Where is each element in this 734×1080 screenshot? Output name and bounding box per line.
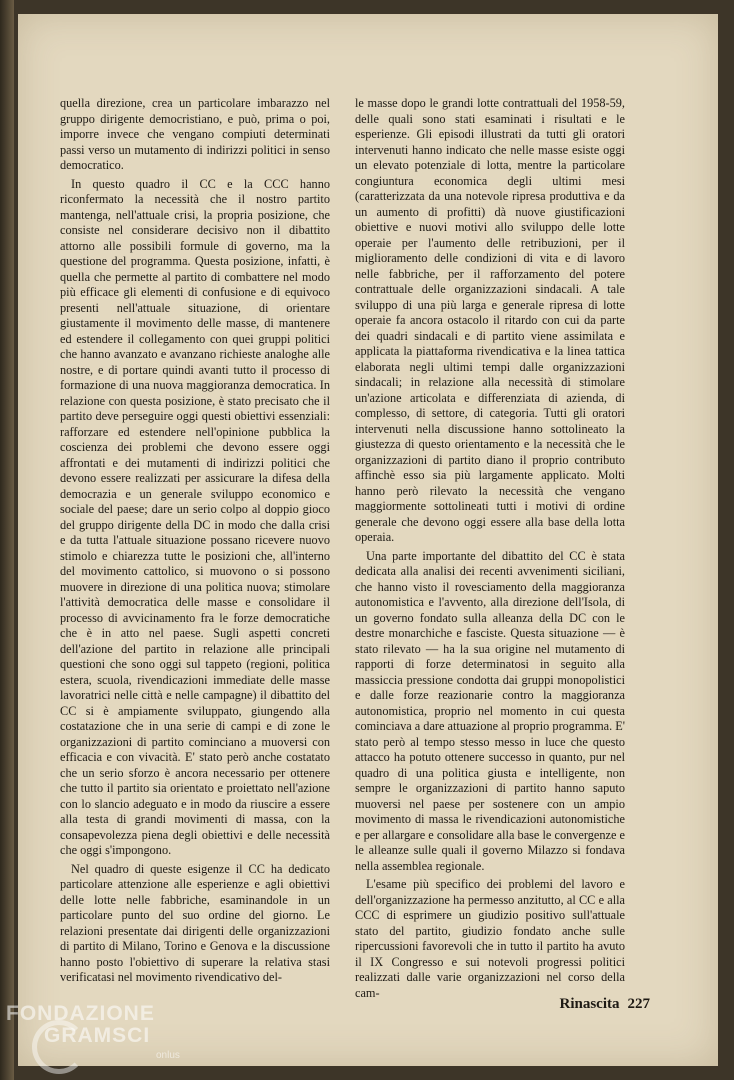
paragraph: L'esame più specifico dei problemi del lavoro e dell'organizzazione ha permesso anzitutto, al CC e alla CCC di esprimere un giudizio positivo sull'attuale stato del partito, giudizio fondato anche sulle ripercussioni favorevoli che in tutto il partito ha avuto il IX Congresso e sui notevoli progressi politici realizzati dalle varie organizzazioni nel corso della cam- bbox=[355, 877, 625, 1000]
paragraph: le masse dopo le grandi lotte contrattuali del 1958-59, delle quali sono stati esaminati i risultati e le esperienze. Gli episodi illustrati da tutti gli oratori intervenuti hanno indicato che nelle masse esiste oggi un elevato potenziale di lotta, mentre la particolare congiuntura economica degli ultimi mesi (caratterizzata da una notevole ripresa produttiva e da un aumento di profitti) dà nuove giustificazioni obiettive e nuovi motivi allo sviluppo delle lotte operaie per l'aumento delle retribuzioni, per il miglioramento delle condizioni di vita e di lavoro nelle fabbriche, per il rafforzamento del potere contrattuale delle organizzazioni sindacali. A tale sviluppo di una più larga e generale ripresa di lotte operaie fa ancora ostacolo il ritardo con cui da parte dei quadri sindacali e di partito viene assimilata e applicata la piattaforma rivendicativa e la linea tattica elaborata negli ultimi tempi dalle organizzazioni sindacali; in relazione alla necessità di stimolare un'azione articolata e differenziata di azienda, di complesso, di settore, di categoria. Tutti gli oratori intervenuti nella discussione hanno sottolineato la giustezza di questo orientamento e la necessità che le organizzazioni di partito diano il proprio contributo affinchè esso sia più largamente applicato. Molti hanno però rilevato la necessità che vengano maggiormente sottolineati tutti i motivi di ordine generale che devono oggi essere alla base della lotta operaia. bbox=[355, 96, 625, 544]
paragraph: Una parte importante del dibattito del CC è stata dedicata alla analisi dei recenti avvenimenti siciliani, che hanno visto il rovesciamento della maggioranza autonomistica e l'avvento, alla direzione dell'Isola, di un governo fondato sulla alleanza della DC con le destre monarchiche e fasciste. Questa situazione — è stato rilevato — ha la sua origine nel mutamento di rapporti di forze determinatosi in seguito alla massiccia pressione condotta dai gruppi monopolistici e dalle forze reazionarie contro la maggioranza autonomistica, proprio nel momento in cui questa cominciava a dare attuazione al proprio programma. E' stato però al tempo stesso messo in luce che questo attacco ha potuto ottenere successo in quanto, pur nel quadro di una politica giusta e intelligente, non sempre le organizzazioni di partito hanno saputo muoversi nel paese per sostenere con un ampio movimento di massa le rivendicazioni autonomistiche e per allargare e consolidare alla base le convergenze e le alleanze sulle quali il governo Milazzo si fondava nella assemblea regionale. bbox=[355, 548, 625, 873]
watermark-logo bbox=[6, 1000, 206, 1080]
paragraph: In questo quadro il CC e la CCC hanno riconfermato la necessità che il nostro partito mantenga, nell'attuale crisi, la propria posizione, che consiste nel considerare decisivo non il dibattito attorno alle possibili formule di governo, ma la questione del programma. Questa posizione, infatti, è quella che permette al partito di combattere nel modo più efficace gli elementi di confusione e di equivoco presenti nell'attuale situazione, di orientare giustamente il movimento delle masse, di mantenere ed estendere il collegamento con quei gruppi politici che hanno avanzato e avanzano richieste analoghe alle nostre, e di portare quindi avanti tutto il processo di formazione di una nuova maggioranza democratica. In relazione con questa posizione, è stato precisato che il partito deve perseguire oggi questi obiettivi essenziali: rafforzare ed estendere nell'opinione pubblica la coscienza dei problemi che devono essere oggi affrontati e dei mutamenti di indirizzi politici che devono essere realizzati per assicurare la difesa della democrazia e un generale sviluppo economico e sociale del paese; dare un serio colpo al doppio gioco del gruppo dirigente della DC in modo che dalla crisi e da tutta l'attuale situazione possano ricevere nuovo stimolo e chiarezza tutte le posizioni che, all'interno del movimento cattolico, si muovono o si possono muovere in direzione di una politica nuova; stimolare l'attività democratica delle masse e consolidare il processo di avvicinamento fra le forze democratiche che è in atto nel paese. Sugli aspetti concreti dell'azione del partito in relazione alle principali questioni che sono oggi sul tappeto (regioni, politica estera, scuola, rivendicazioni immediate delle masse lavoratrici nelle città e nelle campagne) il dibattito del CC si è ampiamente sviluppato, giungendo alla costatazione che in una serie di campi e di zone le organizzazioni di partito cominciano a muoversi con efficacia e con vivacità. E' stato però anche costatato che un serio sforzo è ancora necessario per ottenere che tutto il partito sia orientato e proiettato nell'azione con lo slancio adeguato e in modo da riuscire a essere alla testa di grandi movimenti di massa, con la consapevolezza piena degli obiettivi e delle necessità che oggi s'impongono. bbox=[60, 176, 330, 857]
watermark-line1: FONDAZIONE bbox=[6, 1002, 155, 1025]
paragraph: Nel quadro di queste esigenze il CC ha dedicato particolare attenzione alle esperienze e agli obiettivi delle lotte nelle fabbriche, esaminandole in un particolare punto del suo ordine del giorno. Le relazioni presentate dai dirigenti delle organizzazioni di partito di Milano, Torino e Genova e la discussione hanno posto l'obiettivo di superare la relativa stasi verificatasi nel movimento rivendicativo del- bbox=[60, 861, 330, 984]
page-number: 227 bbox=[627, 996, 650, 1012]
watermark-line2: GRAMSCI bbox=[44, 1024, 151, 1047]
magazine-name: Rinascita bbox=[559, 996, 620, 1012]
watermark-line3: onlus bbox=[156, 1050, 180, 1061]
left-column bbox=[60, 96, 330, 989]
binding-edge bbox=[0, 0, 14, 1080]
right-column bbox=[355, 96, 625, 1004]
paragraph: quella direzione, crea un particolare imbarazzo nel gruppo dirigente democristiano, e può, prima o poi, imporre invece che vengano compiuti determinati passi verso un mutamento di indirizzi politici in senso democratico. bbox=[60, 96, 330, 172]
page-footer bbox=[450, 996, 650, 1013]
